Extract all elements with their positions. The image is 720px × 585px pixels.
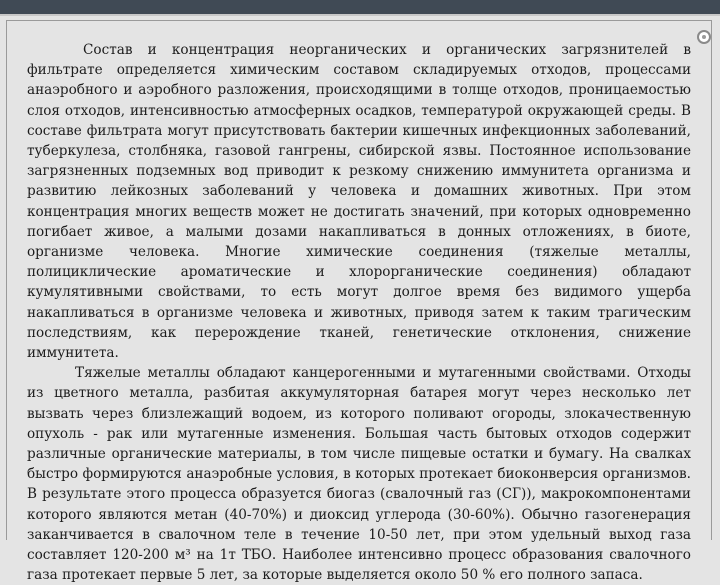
slide-corner-circle-icon xyxy=(697,30,711,44)
slide-header-accent xyxy=(0,14,720,16)
paragraph-leachate: Состав и концентрация неорганических и органических загрязнителей в фильтрате определяется химическим составом складируемых отходов, процессами анаэробного и аэробного разложения, происходящими в толще отходов, проницаемостью слоя отходов, интенсивностью атмосферных осадков, температурой окружающей среды. В составе фильтрата могут присутствовать бактерии кишечных инфекционных заболеваний, туберкулеза, столбняка, газовой гангрены, сибирской язвы. Постоянное использование загрязненных подземных вод приводит к резкому снижению иммунитета организма и развитию лейкозных заболеваний у человека и домашних животных. При этом концентрация многих веществ может не достигать значений, при которых одновременно погибает живое, а малыми дозами накапливаться в донных отложениях, в биоте, организме человека. Многие химические соединения (тяжелые металлы, полициклические ароматические и хлорорганические соединения) обладают кумулятивными свойствами, то есть могут долгое время без видимого ущерба накапливаться в организме человека и животных, приводя затем к таким трагическим последствиям, как перерождение тканей, генетические отклонения, снижение иммунитета. xyxy=(27,42,691,362)
paragraph-heavy-metals: Тяжелые металлы обладают канцерогенными и мутагенными свойствами. Отходы из цветного металла, разбитая аккумуляторная батарея могут через несколько лет вызвать через близлежащий водоем, из которого поливают огороды, злокачественную опухоль - рак или мутагенные изменения. Большая часть бытовых отходов содержит различные органические материалы, в том числе пищевые остатки и бумагу. На свалках быстро формируются анаэробные условия, в которых протекает биоконверсия организмов. В результате этого процесса образуется биогаз (свалочный газ (СГ)), макрокомпонентами которого являются метан (40-70%) и диоксид углерода (30-60%). Обычно газогенерация заканчивается в свалочном теле в течение 10-50 лет, при этом удельный выход газа составляет 120-200 м³ на 1т ТБО. Наиболее интенсивно процесс образования свалочного газа протекает первые 5 лет, за которые выделяется около 50 % его полного запаса. xyxy=(27,365,691,584)
slide-body-text xyxy=(27,40,691,585)
slide-header-bar xyxy=(0,0,720,14)
